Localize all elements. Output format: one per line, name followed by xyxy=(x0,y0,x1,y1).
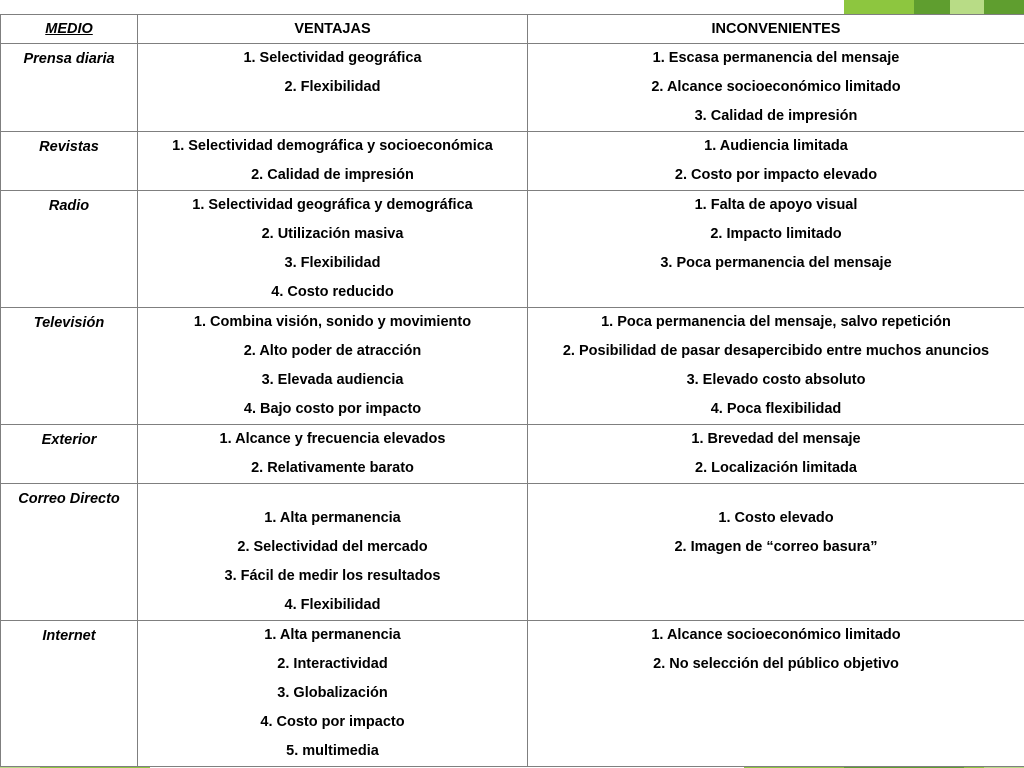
inconveniente-item: 2. Localización limitada xyxy=(695,460,857,476)
ventaja-item: 3. Flexibilidad xyxy=(284,255,381,271)
inconveniente-item: 1. Falta de apoyo visual xyxy=(694,197,858,213)
inconveniente-item: 2. Alcance socioeconómico limitado xyxy=(651,79,901,95)
ventajas-cell xyxy=(138,484,528,621)
media-comparison-table xyxy=(0,14,1024,767)
header-ventajas: VENTAJAS xyxy=(138,15,528,44)
ventaja-item: 1. Combina visión, sonido y movimiento xyxy=(193,314,472,330)
ventaja-item: 1. Alta permanencia xyxy=(264,627,401,643)
inconveniente-item: 2. Costo por impacto elevado xyxy=(674,167,878,183)
inconveniente-item: 2. Imagen de “correo basura” xyxy=(674,539,878,555)
table-row xyxy=(1,484,1024,621)
ventajas-cell xyxy=(138,44,528,132)
ventajas-cell xyxy=(138,308,528,425)
table-body xyxy=(1,44,1024,767)
ventaja-item: 2. Alto poder de atracción xyxy=(243,343,422,359)
inconveniente-item: 1. Escasa permanencia del mensaje xyxy=(652,50,900,66)
inconveniente-item: 1. Audiencia limitada xyxy=(704,138,848,154)
header-inconvenientes: INCONVENIENTES xyxy=(528,15,1024,44)
ventaja-item: 3. Globalización xyxy=(277,685,388,701)
header-row xyxy=(1,15,1024,44)
inconveniente-item: 1. Brevedad del mensaje xyxy=(691,431,861,447)
ventaja-item: 3. Elevada audiencia xyxy=(261,372,404,388)
ventajas-cell xyxy=(138,425,528,484)
ventajas-cell xyxy=(138,621,528,767)
inconveniente-item: 1. Poca permanencia del mensaje, salvo repetición xyxy=(601,314,951,330)
inconveniente-item: 2. Impacto limitado xyxy=(710,226,842,242)
inconveniente-item: 1. Alcance socioeconómico limitado xyxy=(651,627,901,643)
inconvenientes-cell xyxy=(528,484,1024,621)
ventaja-item: 3. Fácil de medir los resultados xyxy=(224,568,441,584)
inconveniente-item: 2. No selección del público objetivo xyxy=(653,656,899,672)
ventaja-item: 1. Selectividad geográfica y demográfica xyxy=(192,197,473,213)
inconvenientes-cell xyxy=(528,132,1024,191)
inconvenientes-cell xyxy=(528,621,1024,767)
inconveniente-item: 3. Poca permanencia del mensaje xyxy=(660,255,892,271)
medio-cell: Televisión xyxy=(1,308,138,425)
ventaja-item: 2. Interactividad xyxy=(277,656,388,672)
inconveniente-item: 4. Poca flexibilidad xyxy=(710,401,842,417)
cell-spacer xyxy=(138,484,527,504)
inconveniente-item: 2. Posibilidad de pasar desapercibido entre muchos anuncios xyxy=(562,343,990,359)
ventaja-item: 4. Bajo costo por impacto xyxy=(243,401,422,417)
ventaja-item: 2. Selectividad del mercado xyxy=(237,539,428,555)
ventaja-item: 4. Costo reducido xyxy=(271,284,394,300)
ventaja-item: 2. Utilización masiva xyxy=(261,226,404,242)
table-row xyxy=(1,132,1024,191)
ventaja-item: 2. Relativamente barato xyxy=(251,460,414,476)
ventaja-item: 4. Flexibilidad xyxy=(284,597,381,613)
ventaja-item: 2. Flexibilidad xyxy=(284,79,381,95)
medio-cell: Internet xyxy=(1,621,138,767)
ventajas-cell xyxy=(138,132,528,191)
medio-cell: Prensa diaria xyxy=(1,44,138,132)
ventaja-item: 1. Selectividad demográfica y socioeconómica xyxy=(172,138,493,154)
table-row xyxy=(1,308,1024,425)
inconvenientes-cell xyxy=(528,425,1024,484)
ventaja-item: 1. Alta permanencia xyxy=(264,510,401,526)
ventaja-item: 1. Selectividad geográfica xyxy=(243,50,422,66)
inconvenientes-cell xyxy=(528,191,1024,308)
medio-cell: Radio xyxy=(1,191,138,308)
inconvenientes-cell xyxy=(528,308,1024,425)
ventaja-item: 5. multimedia xyxy=(286,743,379,759)
inconveniente-item: 3. Calidad de impresión xyxy=(694,108,858,124)
table-row xyxy=(1,621,1024,767)
decorative-light-green-bar-top xyxy=(950,0,984,14)
ventajas-cell xyxy=(138,191,528,308)
ventaja-item: 4. Costo por impacto xyxy=(260,714,405,730)
medio-cell: Revistas xyxy=(1,132,138,191)
inconveniente-item: 3. Elevado costo absoluto xyxy=(686,372,866,388)
ventaja-item: 2. Calidad de impresión xyxy=(251,167,414,183)
ventaja-item: 1. Alcance y frecuencia elevados xyxy=(219,431,446,447)
table-row xyxy=(1,44,1024,132)
medio-cell: Correo Directo xyxy=(1,484,138,621)
table-row xyxy=(1,425,1024,484)
table-row xyxy=(1,191,1024,308)
header-medio: MEDIO xyxy=(1,15,138,44)
inconvenientes-cell xyxy=(528,44,1024,132)
cell-spacer xyxy=(528,484,1024,504)
medio-cell: Exterior xyxy=(1,425,138,484)
inconveniente-item: 1. Costo elevado xyxy=(718,510,834,526)
